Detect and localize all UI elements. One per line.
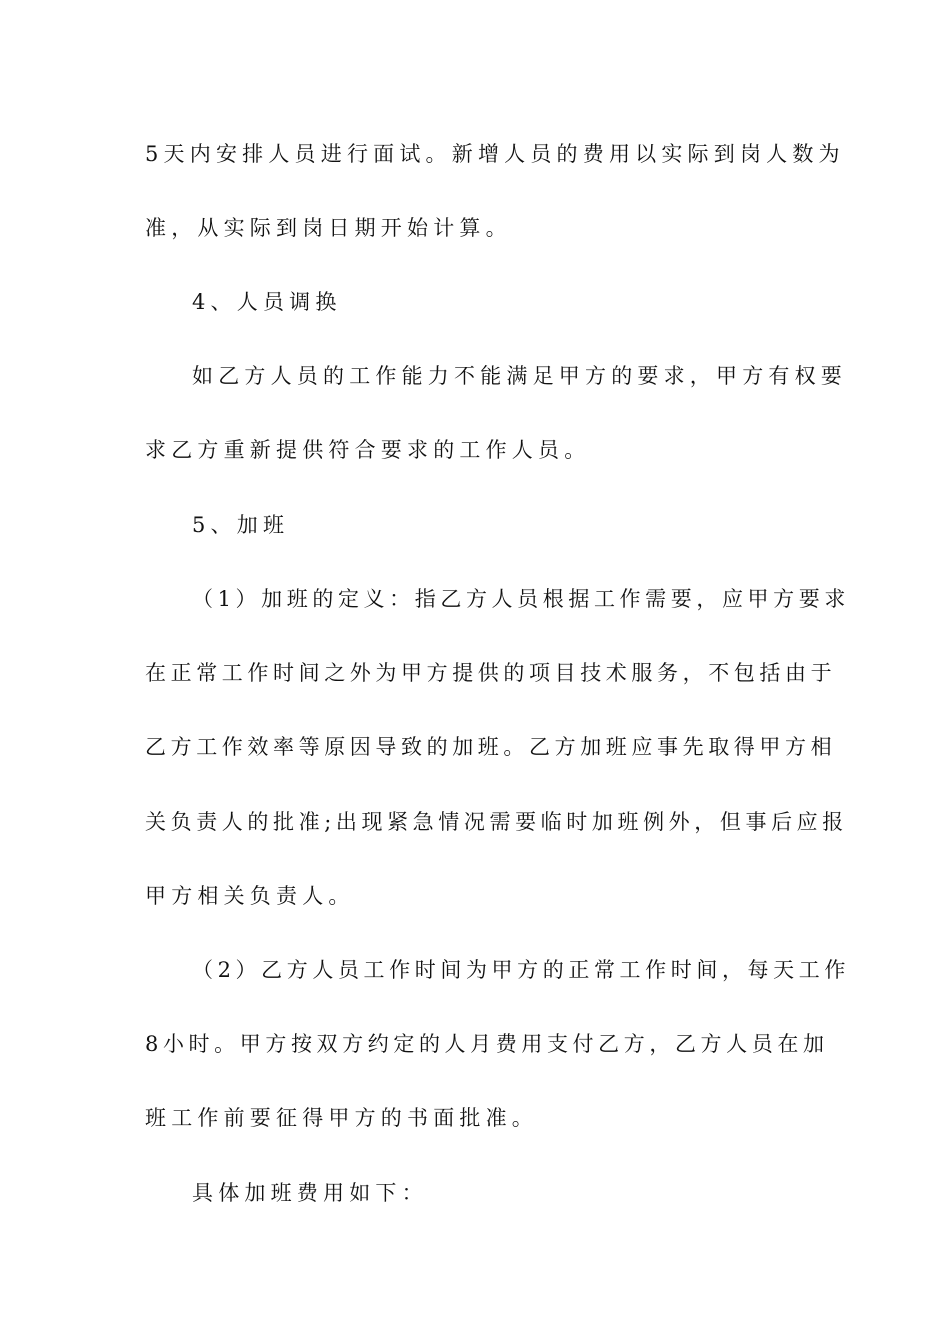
- paragraph-line: 关负责人的批准;出现紧急情况需要临时加班例外，但事后应报: [145, 810, 848, 834]
- paragraph-line: （1）加班的定义：指乙方人员根据工作需要，应甲方要求: [192, 587, 850, 611]
- paragraph-line: 8小时。甲方按双方约定的人月费用支付乙方，乙方人员在加: [145, 1032, 829, 1056]
- paragraph-line: 甲方相关负责人。: [145, 884, 355, 908]
- paragraph-line: 求乙方重新提供符合要求的工作人员。: [145, 438, 591, 462]
- section-heading: 5、加班: [192, 513, 290, 537]
- paragraph-line: 在正常工作时间之外为甲方提供的项目技术服务，不包括由于: [145, 661, 837, 685]
- section-heading: 4、人员调换: [192, 290, 342, 314]
- paragraph-line: 准，从实际到岗日期开始计算。: [145, 216, 512, 240]
- paragraph-line: 5天内安排人员进行面试。新增人员的费用以实际到岗人数为: [145, 142, 845, 166]
- paragraph-line: 乙方工作效率等原因导致的加班。乙方加班应事先取得甲方相: [145, 735, 837, 759]
- paragraph-line: 班工作前要征得甲方的书面批准。: [145, 1106, 538, 1130]
- paragraph-line: （2）乙方人员工作时间为甲方的正常工作时间，每天工作: [192, 958, 850, 982]
- paragraph-line: 如乙方人员的工作能力不能满足甲方的要求，甲方有权要: [192, 364, 847, 388]
- paragraph-line: 具体加班费用如下：: [192, 1181, 428, 1205]
